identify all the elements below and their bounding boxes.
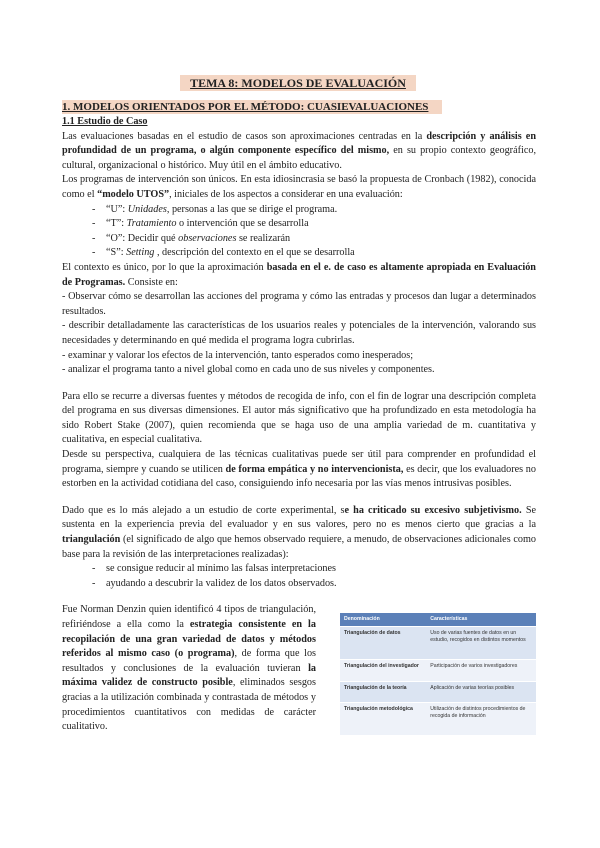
paragraph-stake: Para ello se recurre a diversas fuentes y métodos de recogida de info, con el fin de lograr una descripción completa del programa en sus diversas dimensiones. El autor más significativo que ha profundizado en esta metodología ha sido Robert Stake (2007), quien recomienda que se haga uso de una amplia variedad de m. cuantitativa y cualitativa, en especial cualitativa. [62, 390, 536, 446]
table-row: Triangulación del investigador Participación de varios investigadores [340, 659, 536, 681]
page-title: TEMA 8: MODELOS DE EVALUACIÓN [180, 75, 416, 91]
paragraph-utos: Los programas de intervención son únicos. En esta idiosincrasia se basó la propuesta de Cronbach (1982), conocida como el “modelo UTOS”, iniciales de los aspectos a considerar en una evaluación: [62, 174, 536, 200]
list-item: - “T”: Tratamiento o intervención que se desarrolla [62, 217, 536, 232]
section-heading: 1. MODELOS ORIENTADOS POR EL MÉTODO: CUASIEVALUACIONES [62, 100, 442, 114]
subsection-heading: 1.1 Estudio de Caso [62, 116, 148, 127]
list-item: - examinar y valorar los efectos de la intervención, tanto esperados como inesperados; [62, 349, 414, 361]
table-row: Triangulación de la teoría Aplicación de varias teorías posibles [340, 681, 536, 703]
list-item: - se consigue reducir al mínimo las falsas interpretaciones [62, 562, 536, 577]
paragraph-perspective: Desde su perspectiva, cualquiera de las técnicas cualitativas puede ser útil para comprender en profundidad el programa, siempre y cuando se utilicen de forma empática y no intervencionista, es decir, que los evaluadores no estorben en la actividad cotidiana del caso, consiguiendo info necesaria por las vías menos intrusivas posibles. [62, 449, 536, 490]
paragraph-triangulation: Dado que es lo más alejado a un estudio de corte experimental, se ha criticado su excesivo subjetivismo. Se sustenta en la experiencia previa del evaluador y en sus valores, pero no es menos cierto que gracias a la triangulación (el significado de algo que hemos observado requiere, a menudo, de observaciones adicionales como base para la revisión de las interpretaciones realizadas): [62, 504, 537, 560]
paragraph-context: El contexto es único, por lo que la aproximación basada en el e. de caso es altamente apropiada en Evaluación de Programas. Consiste en: [62, 261, 536, 288]
document-body [62, 115, 536, 735]
list-item: - describir detalladamente las características de los usuarios reales y potenciales de la intervención, valorando sus necesidades y determinando en qué medida el programa logra cubrirlas. [62, 320, 536, 346]
table-row: Triangulación de datos Uso de varias fuentes de datos en un estudio, recogidos en distintos momentos [340, 627, 536, 660]
paragraph-denzin: Fue Norman Denzin quien identificó 4 tipos de triangulación, refiriéndose a ella como la estrategia consistente en la recopilación de una gran variedad de datos y métodos referidos al mismo caso (o programa), de forma que los resultados y conclusiones de la evaluación tuvieran la máxima validez de constructo posible, eliminados sesgos gracias a la utilización combinada y contrastada de métodos y procedimientos cuantitativos con medidas de carácter cualitativo. [62, 604, 316, 733]
list-item: - “S”: Setting , descripción del contexto en el que se desarrolla [62, 246, 536, 261]
paragraph-intro: Las evaluaciones basadas en el estudio de casos son aproximaciones centradas en la descripción y análisis en profundidad de un programa, o algún componente específico del mismo, en su propio contexto geográfico, cultural, organizacional o histórico. Muy útil en el ámbito educativo. [62, 130, 536, 171]
table-row: Triangulación metodológica Utilización de distintos procedimientos de recogida de información [340, 703, 536, 735]
table-header: Características [426, 613, 536, 626]
list-item: - Observar cómo se desarrollan las acciones del programa y cómo las entradas y procesos dan lugar a determinados resultados. [62, 291, 536, 317]
list-item: - analizar el programa tanto a nivel global como en cada uno de sus niveles y componentes. [62, 364, 435, 376]
list-item: - “U”: Unidades, personas a las que se dirige el programa. [62, 203, 536, 218]
list-item: - “O”: Decidir qué observaciones se realizarán [62, 232, 536, 247]
utos-list [62, 203, 536, 261]
table-header: Denominación [340, 613, 426, 626]
triangulation-table [340, 613, 536, 734]
list-item: - ayudando a descubrir la validez de los datos observados. [62, 577, 536, 592]
